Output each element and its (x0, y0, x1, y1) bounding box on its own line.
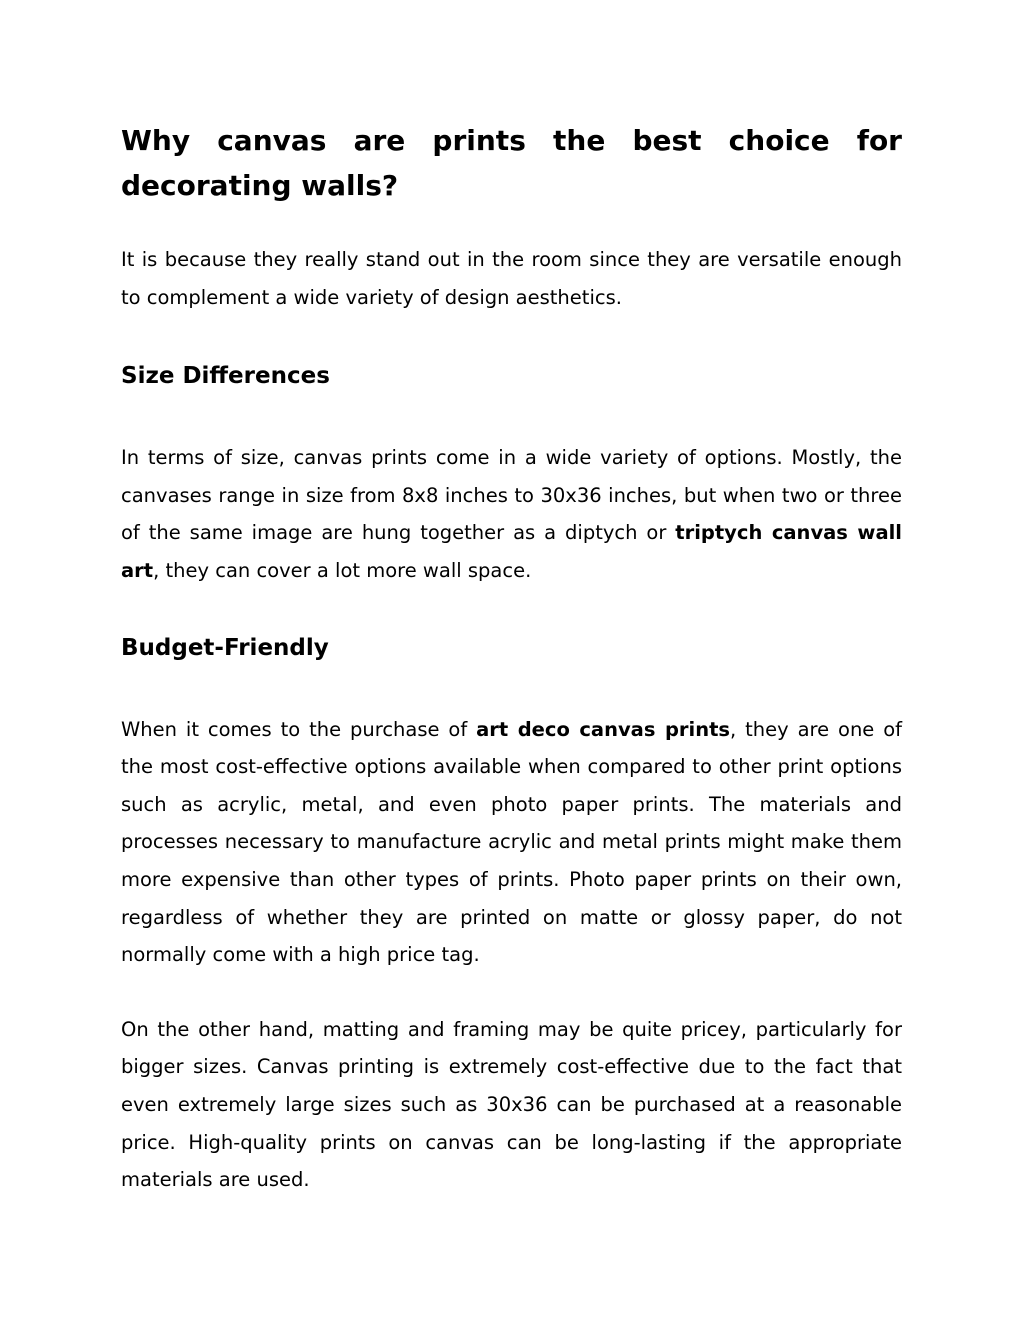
paragraph-text: When it comes to the purchase of (121, 717, 477, 741)
size-differences-paragraph (121, 439, 902, 589)
document-page (121, 118, 902, 1199)
paragraph-text: , they are one of the most cost-effective options available when compared to other print options such as acrylic, metal, and even photo paper prints. The materials and processes necessary to manufacture acrylic and metal prints might make them more expensive than other types of prints. Photo paper prints on their own, regardless of whether they are printed on matte or glossy paper, do not normally come with a high price tag. (121, 717, 903, 967)
intro-paragraph: It is because they really stand out in the room since they are versatile enough to complement a wide variety of design aesthetics. (121, 248, 902, 309)
budget-friendly-paragraph-2: On the other hand, matting and framing may be quite pricey, particularly for bigger sizes. Canvas printing is extremely cost-effective due to the fact that even extremely large sizes such as 30x36 can be purchased at a reasonable price. High-quality prints on canvas can be long-lasting if the appropriate materials are used. (121, 1017, 902, 1192)
bold-phrase: triptych canvas wall art (121, 521, 902, 582)
paragraph-text: , they can cover a lot more wall space. (153, 558, 532, 582)
budget-friendly-paragraph (121, 711, 902, 974)
document-title: Why canvas are prints the best choice for decorating walls? (121, 124, 902, 202)
section-heading-size-differences: Size Differences (121, 363, 330, 390)
bold-phrase: art deco canvas prints (476, 717, 731, 741)
paragraph-text: In terms of size, canvas prints come in a wide variety of options. Mostly, the canvases range in size from 8x8 inches to 30x36 inches, but when two or three of the same image are hung together as a diptych or (121, 446, 902, 545)
section-heading-budget-friendly: Budget-Friendly (121, 634, 329, 661)
